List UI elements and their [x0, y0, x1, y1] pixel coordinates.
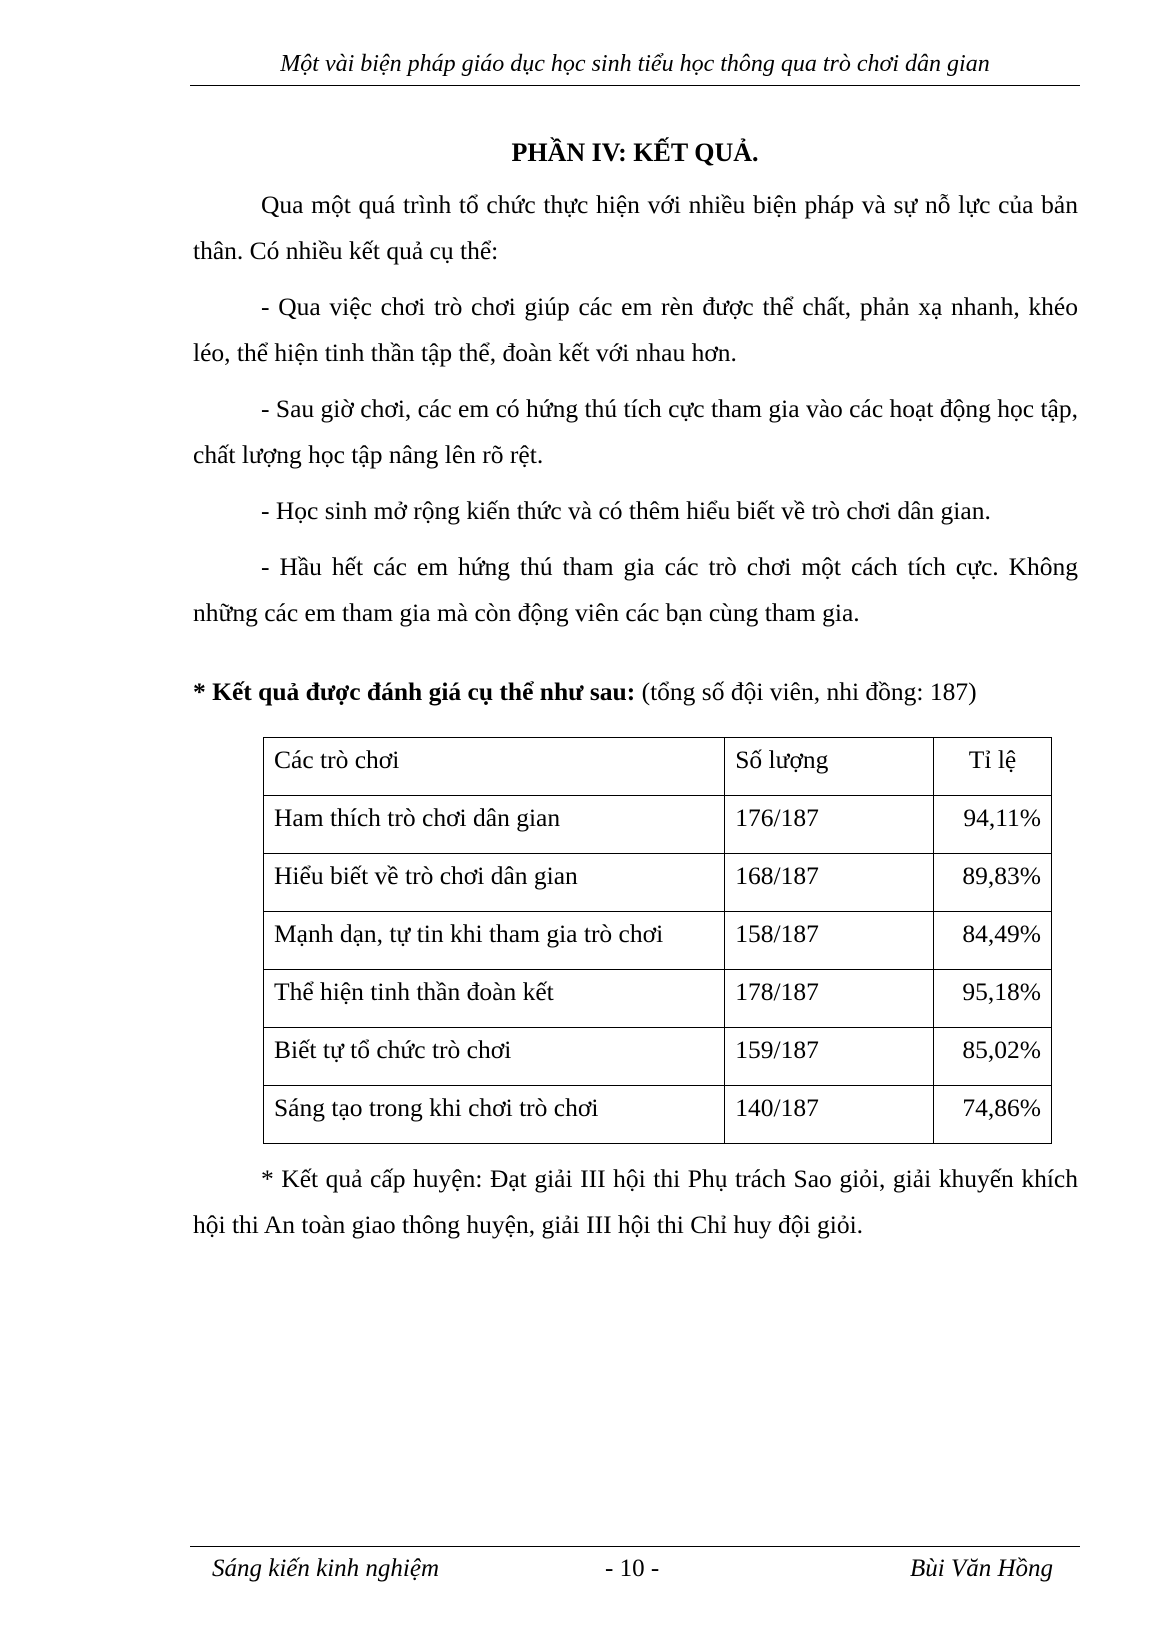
footer-rule: [190, 1546, 1080, 1547]
paragraph-learning: - Sau giờ chơi, các em có hứng thú tích cực tham gia vào các hoạt động học tập, chất lượng học tập nâng lên rõ rệt.: [193, 394, 1078, 469]
cell-criterion: Sáng tạo trong khi chơi trò chơi: [264, 1086, 725, 1144]
page-number: - 10 -: [605, 1555, 660, 1582]
cell-count: 158/187: [725, 912, 934, 970]
cell-rate: 95,18%: [934, 970, 1052, 1028]
paragraph-intro: Qua một quá trình tổ chức thực hiện với nhiều biện pháp và sự nỗ lực của bản thân. Có nhiều kết quả cụ thể:: [193, 190, 1078, 265]
header-rule: [190, 85, 1080, 86]
paragraph-district-result: * Kết quả cấp huyện: Đạt giải III hội thi Phụ trách Sao giỏi, giải khuyến khích hội thi An toàn giao thông huyện, giải III hội thi Chỉ huy đội giỏi.: [193, 1164, 1078, 1239]
table-row: [264, 912, 1052, 970]
cell-criterion: Ham thích trò chơi dân gian: [264, 796, 725, 854]
cell-rate: 84,49%: [934, 912, 1052, 970]
cell-rate: 74,86%: [934, 1086, 1052, 1144]
footer-document-type: Sáng kiến kinh nghiệm: [212, 1555, 440, 1582]
table-header-row: [264, 738, 1052, 796]
cell-count: 168/187: [725, 854, 934, 912]
table-row: [264, 970, 1052, 1028]
table-row: [264, 854, 1052, 912]
results-heading: [193, 675, 1078, 709]
table-row: [264, 1028, 1052, 1086]
section-title: PHẦN IV: KẾT QUẢ.: [511, 138, 759, 167]
cell-rate: 89,83%: [934, 854, 1052, 912]
results-heading-note: (tổng số đội viên, nhi đồng: 187): [635, 677, 977, 706]
column-header-count: Số lượng: [725, 738, 934, 796]
table-row: [264, 1086, 1052, 1144]
paragraph-knowledge: - Học sinh mở rộng kiến thức và có thêm hiểu biết về trò chơi dân gian.: [261, 496, 991, 525]
cell-count: 159/187: [725, 1028, 934, 1086]
cell-criterion: Biết tự tổ chức trò chơi: [264, 1028, 725, 1086]
cell-criterion: Hiểu biết về trò chơi dân gian: [264, 854, 725, 912]
column-header-game: Các trò chơi: [264, 738, 725, 796]
cell-count: 140/187: [725, 1086, 934, 1144]
table-row: [264, 796, 1052, 854]
paragraph-engagement: - Hầu hết các em hứng thú tham gia các trò chơi một cách tích cực. Không những các em tham gia mà còn động viên các bạn cùng tham gia.: [193, 552, 1078, 627]
cell-count: 178/187: [725, 970, 934, 1028]
column-header-rate: Tỉ lệ: [934, 738, 1052, 796]
footer-author: Bùi Văn Hồng: [910, 1555, 1054, 1582]
results-heading-bold: * Kết quả được đánh giá cụ thể như sau:: [193, 677, 636, 706]
paragraph-physical: - Qua việc chơi trò chơi giúp các em rèn được thể chất, phản xạ nhanh, khéo léo, thể hiện tinh thần tập thể, đoàn kết với nhau hơn.: [193, 292, 1078, 367]
cell-rate: 85,02%: [934, 1028, 1052, 1086]
page-header: Một vài biện pháp giáo dục học sinh tiểu học thông qua trò chơi dân gian: [280, 51, 990, 77]
cell-count: 176/187: [725, 796, 934, 854]
cell-rate: 94,11%: [934, 796, 1052, 854]
results-table: [263, 737, 1052, 1144]
cell-criterion: Mạnh dạn, tự tin khi tham gia trò chơi: [264, 912, 725, 970]
cell-criterion: Thể hiện tinh thần đoàn kết: [264, 970, 725, 1028]
